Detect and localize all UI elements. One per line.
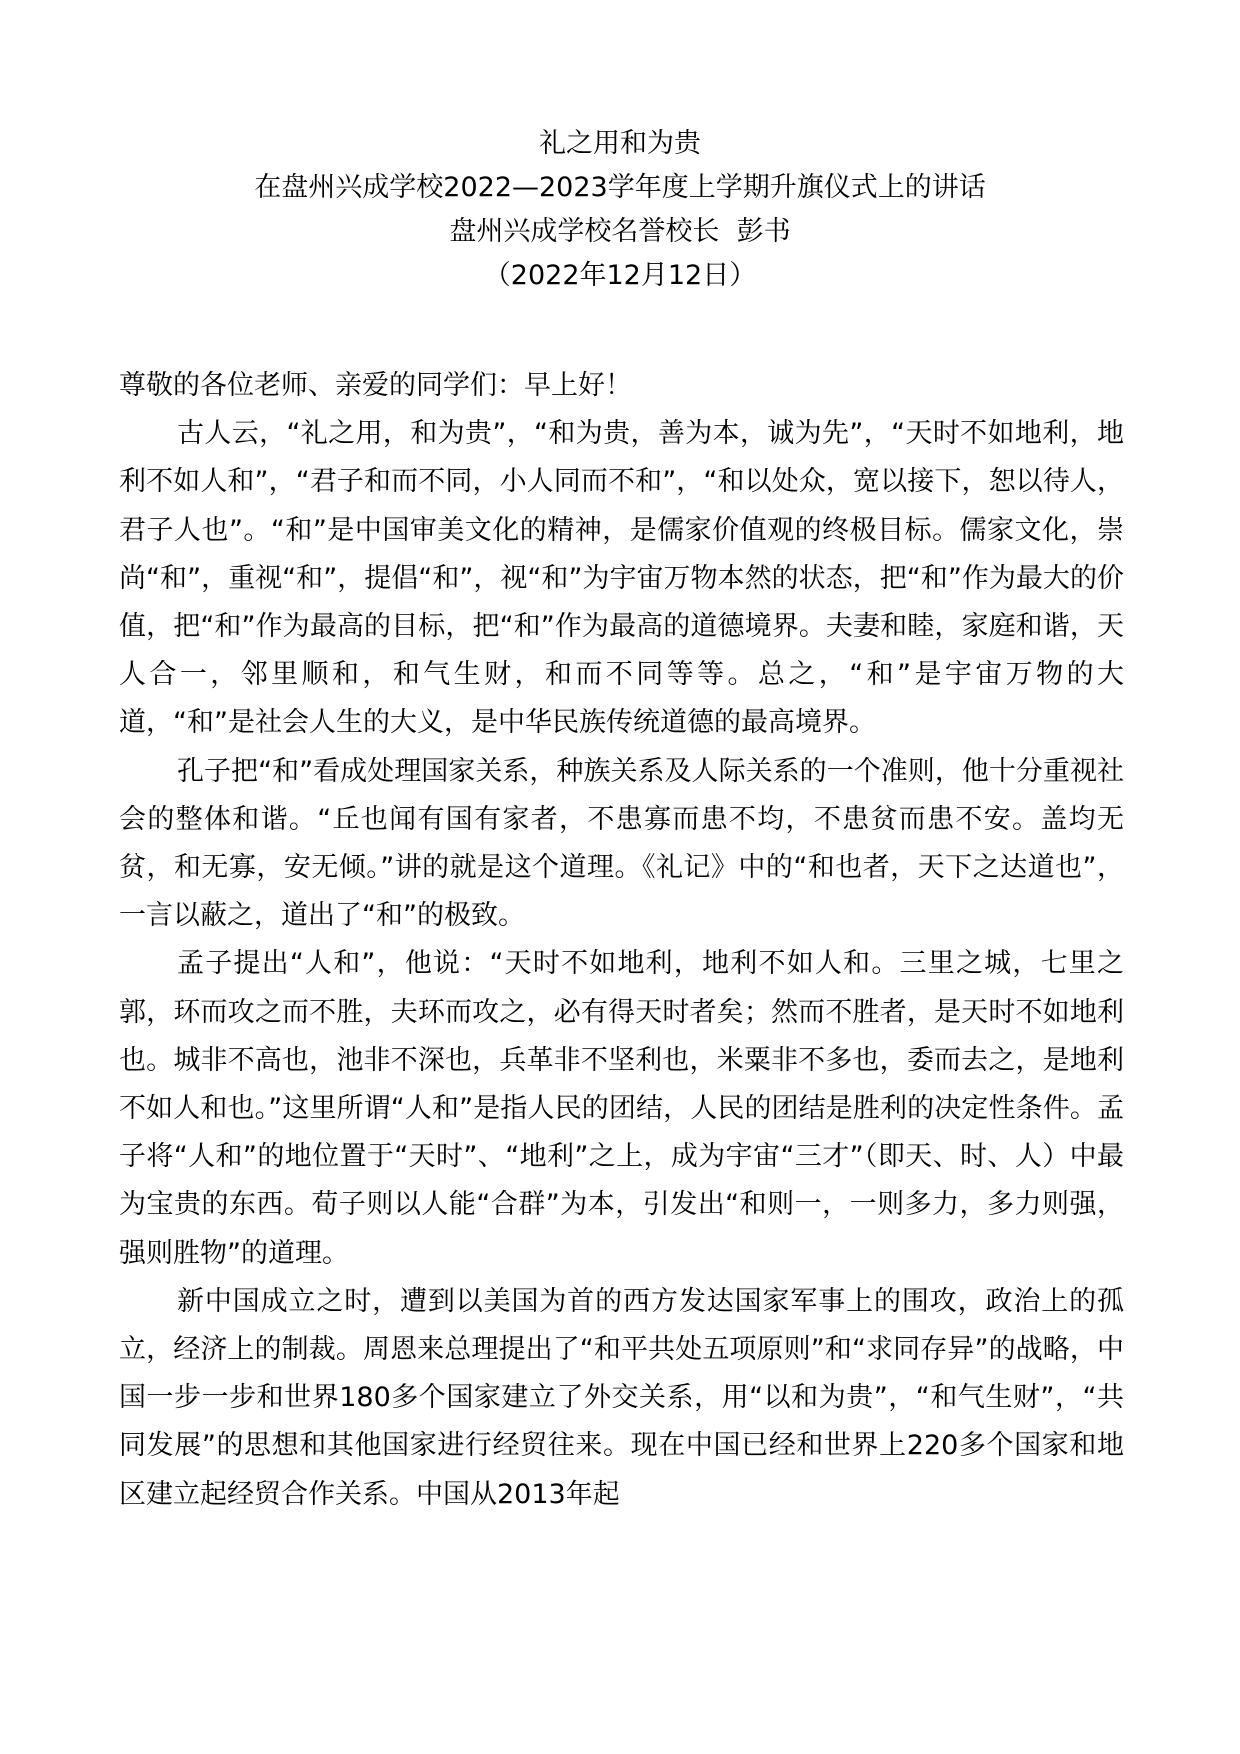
document-body	[119, 362, 1124, 1519]
paragraph: 古人云，“礼之用，和为贵”，“和为贵，善为本，诚为先”，“天时不如地利，地利不如人和”，“君子和而不同，小人同而不和”，“和以处众，宽以接下，恕以待人，君子人也”。“和”是中国审美文化的精神，是儒家价值观的终极目标。儒家文化，崇尚“和”，重视“和”，提倡“和”，视“和”为宇宙万物本然的状态，把“和”作为最大的价值，把“和”作为最高的目标，把“和”作为最高的道德境界。夫妻和睦，家庭和谐，天人合一，邻里顺和，和气生财，和而不同等等。总之，“和”是宇宙万物的大道，“和”是社会人生的大义，是中华民族传统道德的最高境界。	[119, 418, 1125, 739]
document-subtitle: 在盘州兴成学校2022—2023学年度上学期升旗仪式上的讲话	[254, 172, 986, 203]
paragraph: 孔子把“和”看成处理国家关系，种族关系及人际关系的一个准则，他十分重视社会的整体和谐。“丘也闻有国有家者，不患寡而患不均，不患贫而患不安。盖均无贫，和无寡，安无倾。”讲的就是这个道理。《礼记》中的“和也者，天下之达道也”，一言以蔽之，道出了“和”的极致。	[119, 755, 1124, 932]
document-date: （2022年12月12日）	[483, 260, 757, 291]
paragraph: 孟子提出“人和”，他说：“天时不如地利，地利不如人和。三里之城，七里之郭，环而攻之而不胜，夫环而攻之，必有得天时者矣；然而不胜者，是天时不如地利也。城非不高也，池非不深也，兵革非不坚利也，米粟非不多也，委而去之，是地利不如人和也。”这里所谓“人和”是指人民的团结，人民的团结是胜利的决定性条件。孟子将“人和”的地位置于“天时”、“地利”之上，成为宇宙“三才”（即天、时、人）中最为宝贵的东西。荀子则以人能“合群”为本，引发出“和则一，一则多力，多力则强，强则胜物”的道理。	[119, 948, 1124, 1269]
salutation: 尊敬的各位老师、亲爱的同学们：早上好！	[119, 370, 632, 401]
document-author: 盘州兴成学校名誉校长 彭书	[449, 216, 791, 247]
paragraph: 新中国成立之时，遭到以美国为首的西方发达国家军事上的围攻，政治上的孤立，经济上的制裁。周恩来总理提出了“和平共处五项原则”和“求同存异”的战略，中国一步一步和世界180多个国家建立了外交关系，用“以和为贵”，“和气生财”，“共同发展”的思想和其他国家进行经贸往来。现在中国已经和世界上220多个国家和地区建立起经贸合作关系。中国从2013年起	[119, 1285, 1124, 1510]
document-title: 礼之用和为贵	[539, 128, 701, 159]
document-header	[0, 122, 1240, 298]
